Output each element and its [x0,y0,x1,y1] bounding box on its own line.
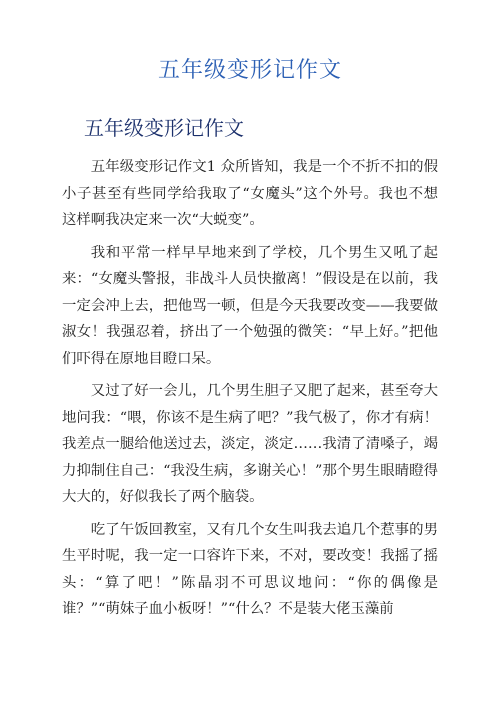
paragraph-1: 五年级变形记作文1 众所皆知，我是一个不折不扣的假 小子甚至有些同学给我取了“女魔头”这个外号。我也不想 这样啊我决定来一次“大蜕变”。 [62,159,438,228]
paragraph-2: 我和平常一样早早地来到了学校，几个男生又吼了起来：“女魔头警报，非战斗人员快撤离！”假设是在以前，我一定会冲上去，把他骂一顿，但是今天我要改变——我要做淑女！我强忍着，挤出了一个勉强的微笑：“早上好。”把他们吓得在原地目瞪口呆。 [62,244,438,367]
paragraph-4: 吃了午饭回教室，又有几个女生叫我去追几个惹事的男 生平时呢，我一定一口容许下来，不对，要改变！我摇了摇 头：“算了吧！”陈晶羽不可思议地问：“你的偶像是 谁？”“萌妹子血小板呀！”“什么？不是装大佬玉藻前 [62,521,438,617]
essay-body [62,154,438,623]
paragraph-3: 又过了好一会儿，几个男生胆子又肥了起来，甚至夸大地问我：“喂，你该不是生病了吧？”我气极了，你才有病！我差点一腿给他送过去，淡定，淡定……我清了清嗓子，竭力抑制住自己：“我没生病，多谢关心！”那个男生眼睛瞪得大大的，好似我长了两个脑袋。 [62,383,438,505]
document-title: 五年级变形记作文 [157,58,342,83]
section-heading: 五年级变形记作文 [84,116,244,140]
